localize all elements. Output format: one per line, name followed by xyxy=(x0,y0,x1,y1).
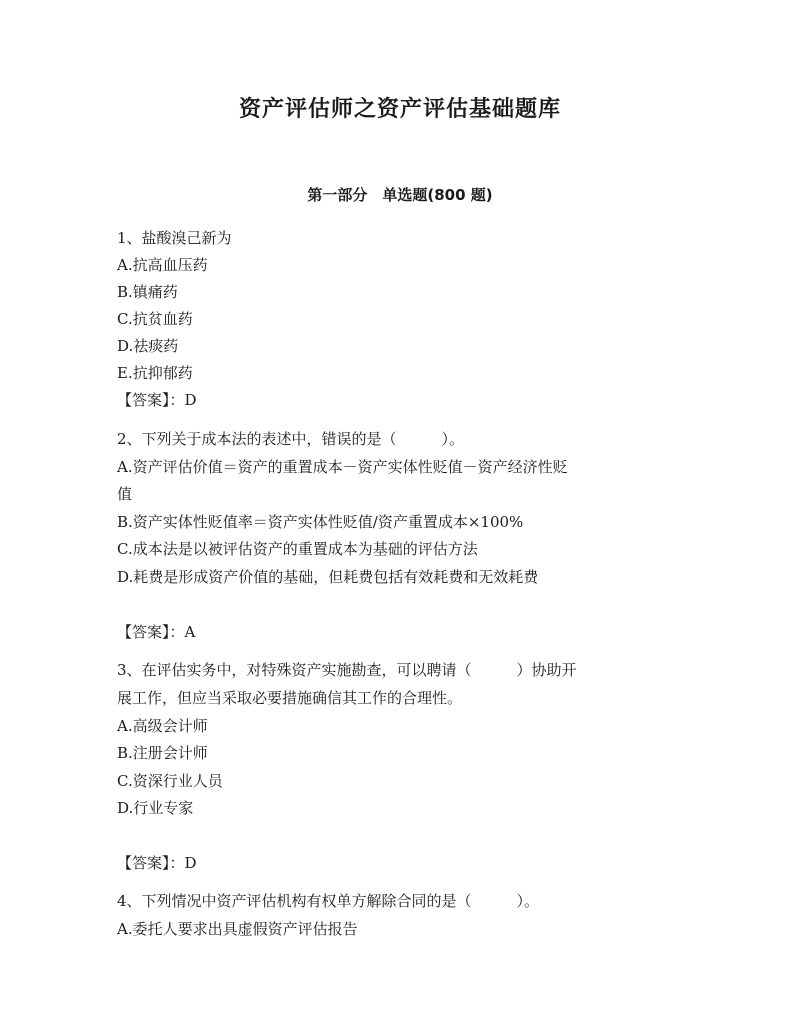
question-1-answer: 【答案】：D xyxy=(117,391,197,409)
section-title: 第一部分 单选题(800 题) xyxy=(307,186,493,204)
question-1-option-b: B.镇痛药 xyxy=(117,283,178,301)
question-2-option-d: D.耗费是形成资产价值的基础，但耗费包括有效耗费和无效耗费 xyxy=(117,568,539,586)
question-2-answer: 【答案】：A xyxy=(117,623,196,641)
question-3-option-a: A.高级会计师 xyxy=(117,717,208,735)
question-1-option-a: A.抗高血压药 xyxy=(117,256,208,274)
question-4-stem: 4、下列情况中资产评估机构有权单方解除合同的是（ ）。 xyxy=(117,892,540,910)
question-1-stem: 1、盐酸溴己新为 xyxy=(117,229,232,247)
question-2-option-a: A.资产评估价值＝资产的重置成本－资产实体性贬值－资产经济性贬 xyxy=(117,458,568,476)
question-2-stem: 2、下列关于成本法的表述中，错误的是（ ）。 xyxy=(117,430,465,448)
question-2-option-a-continued: 值 xyxy=(117,485,133,503)
question-3-option-c: C.资深行业人员 xyxy=(117,772,223,790)
question-2-option-c: C.成本法是以被评估资产的重置成本为基础的评估方法 xyxy=(117,540,478,558)
question-2-option-b: B.资产实体性贬值率＝资产实体性贬值/资产重置成本×100% xyxy=(117,513,524,531)
document-title: 资产评估师之资产评估基础题库 xyxy=(238,97,561,122)
question-1-option-e: E.抗抑郁药 xyxy=(117,364,193,382)
question-1-option-d: D.祛痰药 xyxy=(117,337,179,355)
question-1-option-c: C.抗贫血药 xyxy=(117,310,193,328)
question-3-stem-line-2: 展工作，但应当采取必要措施确信其工作的合理性。 xyxy=(117,689,463,707)
question-4-option-a: A.委托人要求出具虚假资产评估报告 xyxy=(117,920,358,938)
question-3-answer: 【答案】：D xyxy=(117,854,197,872)
question-3-option-b: B.注册会计师 xyxy=(117,744,208,762)
question-3-stem-line-1: 3、在评估实务中，对特殊资产实施勘查，可以聘请（ ）协助开 xyxy=(117,661,577,679)
question-3-option-d: D.行业专家 xyxy=(117,799,194,817)
